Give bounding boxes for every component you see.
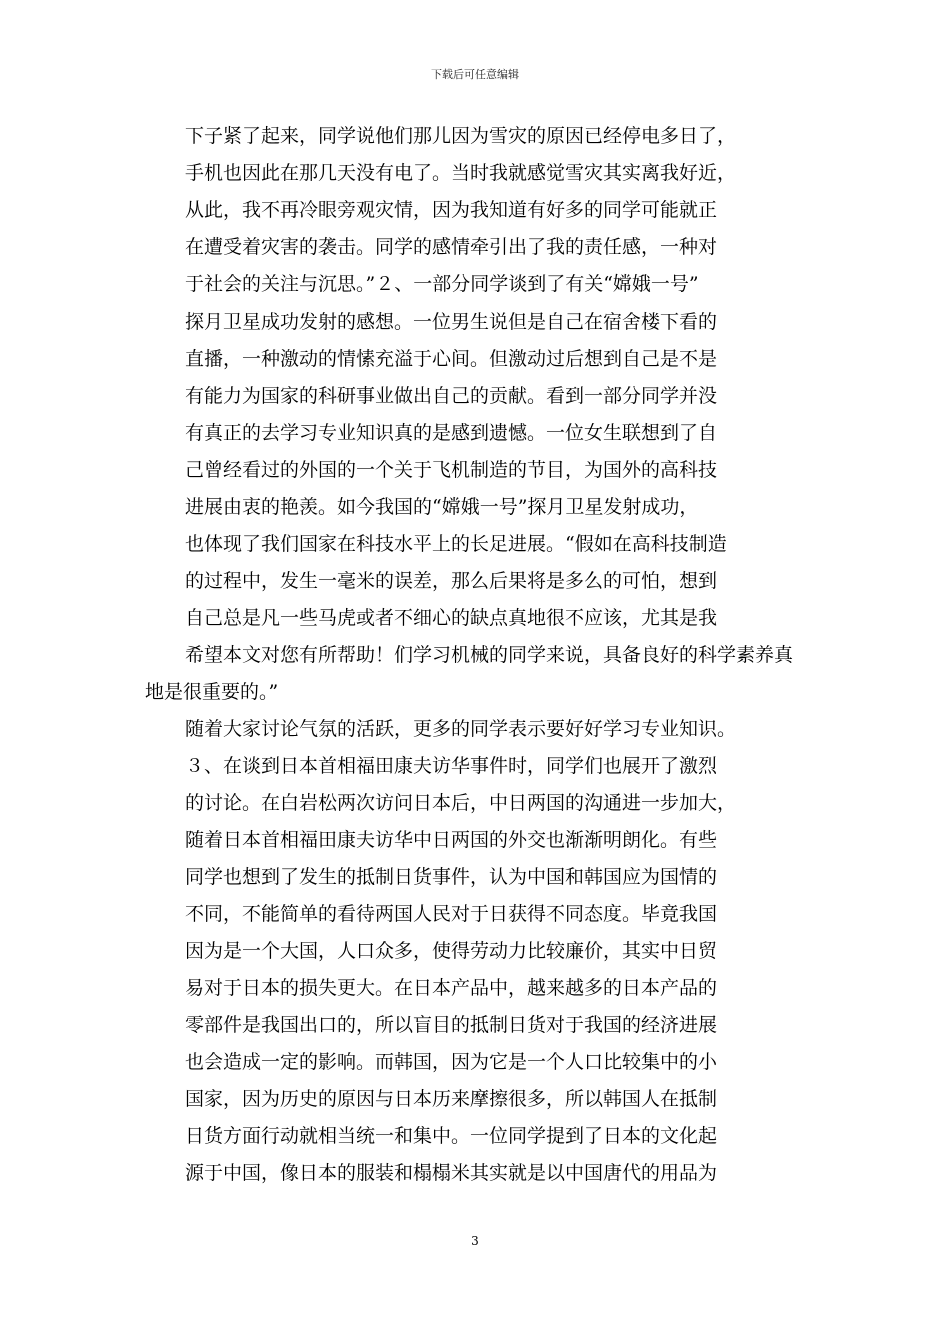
text-line: 的过程中，发生一毫米的误差，那么后果将是多么的可怕，想到 <box>185 570 718 592</box>
text-line: 易对于日本的损失更大。在日本产品中，越来越多的日本产品的 <box>185 977 718 999</box>
text-line: 随着日本首相福田康夫访华中日两国的外交也渐渐明朗化。有些 <box>185 829 718 851</box>
text-line: 随着大家讨论气氛的活跃，更多的同学表示要好好学习专业知识。 <box>185 718 737 740</box>
text-line: 的讨论。在白岩松两次访问日本后，中日两国的沟通进一步加大， <box>185 792 737 814</box>
text-line: 同学也想到了发生的抵制日货事件，认为中国和韩国应为国情的 <box>185 866 718 888</box>
page-header: 下载后可任意编辑 <box>431 68 519 81</box>
page-number: 3 <box>471 1234 479 1248</box>
text-line: 地是很重要的。” <box>145 681 279 703</box>
text-line: 日货方面行动就相当统一和集中。一位同学提到了日本的文化起 <box>185 1125 718 1147</box>
text-line: 探月卫星成功发射的感想。一位男生说但是自己在宿舍楼下看的 <box>185 311 718 333</box>
text-line: 己曾经看过的外国的一个关于飞机制造的节目，为国外的高科技 <box>185 459 718 481</box>
text-line: 不同，不能简单的看待两国人民对于日获得不同态度。毕竟我国 <box>185 903 718 925</box>
text-line: 于社会的关注与沉思。”２、一部分同学谈到了有关“嫦娥一号” <box>185 273 699 295</box>
text-line: 自己总是凡一些马虎或者不细心的缺点真地很不应该，尤其是我 <box>185 607 718 629</box>
text-line: ３、在谈到日本首相福田康夫访华事件时，同学们也展开了激烈 <box>185 755 718 777</box>
text-line: 下子紧了起来，同学说他们那儿因为雪灾的原因已经停电多日了， <box>185 125 737 147</box>
text-line: 零部件是我国出口的，所以盲目的抵制日货对于我国的经济进展 <box>185 1014 718 1036</box>
text-line: 从此，我不再冷眼旁观灾情，因为我知道有好多的同学可能就正 <box>185 199 718 221</box>
text-line: 源于中国，像日本的服装和榻榻米其实就是以中国唐代的用品为 <box>185 1162 718 1184</box>
text-line: 进展由衷的艳羡。如今我国的“嫦娥一号”探月卫星发射成功， <box>185 496 699 518</box>
text-line: 希望本文对您有所帮助！们学习机械的同学来说，具备良好的科学素养真 <box>185 644 794 666</box>
text-line: 国家，因为历史的原因与日本历来摩擦很多，所以韩国人在抵制 <box>185 1088 718 1110</box>
text-line: 手机也因此在那几天没有电了。当时我就感觉雪灾其实离我好近， <box>185 162 737 184</box>
text-line: 在遭受着灾害的袭击。同学的感情牵引出了我的责任感，一种对 <box>185 236 718 258</box>
text-line: 因为是一个大国，人口众多，使得劳动力比较廉价，其实中日贸 <box>185 940 718 962</box>
text-line: 也会造成一定的影响。而韩国，因为它是一个人口比较集中的小 <box>185 1051 718 1073</box>
text-line: 有真正的去学习专业知识真的是感到遗憾。一位女生联想到了自 <box>185 422 718 444</box>
text-line: 有能力为国家的科研事业做出自己的贡献。看到一部分同学并没 <box>185 385 718 407</box>
text-line: 也体现了我们国家在科技水平上的长足进展。“假如在高科技制造 <box>185 533 727 555</box>
text-line: 直播，一种激动的情愫充溢于心间。但激动过后想到自己是不是 <box>185 348 718 370</box>
